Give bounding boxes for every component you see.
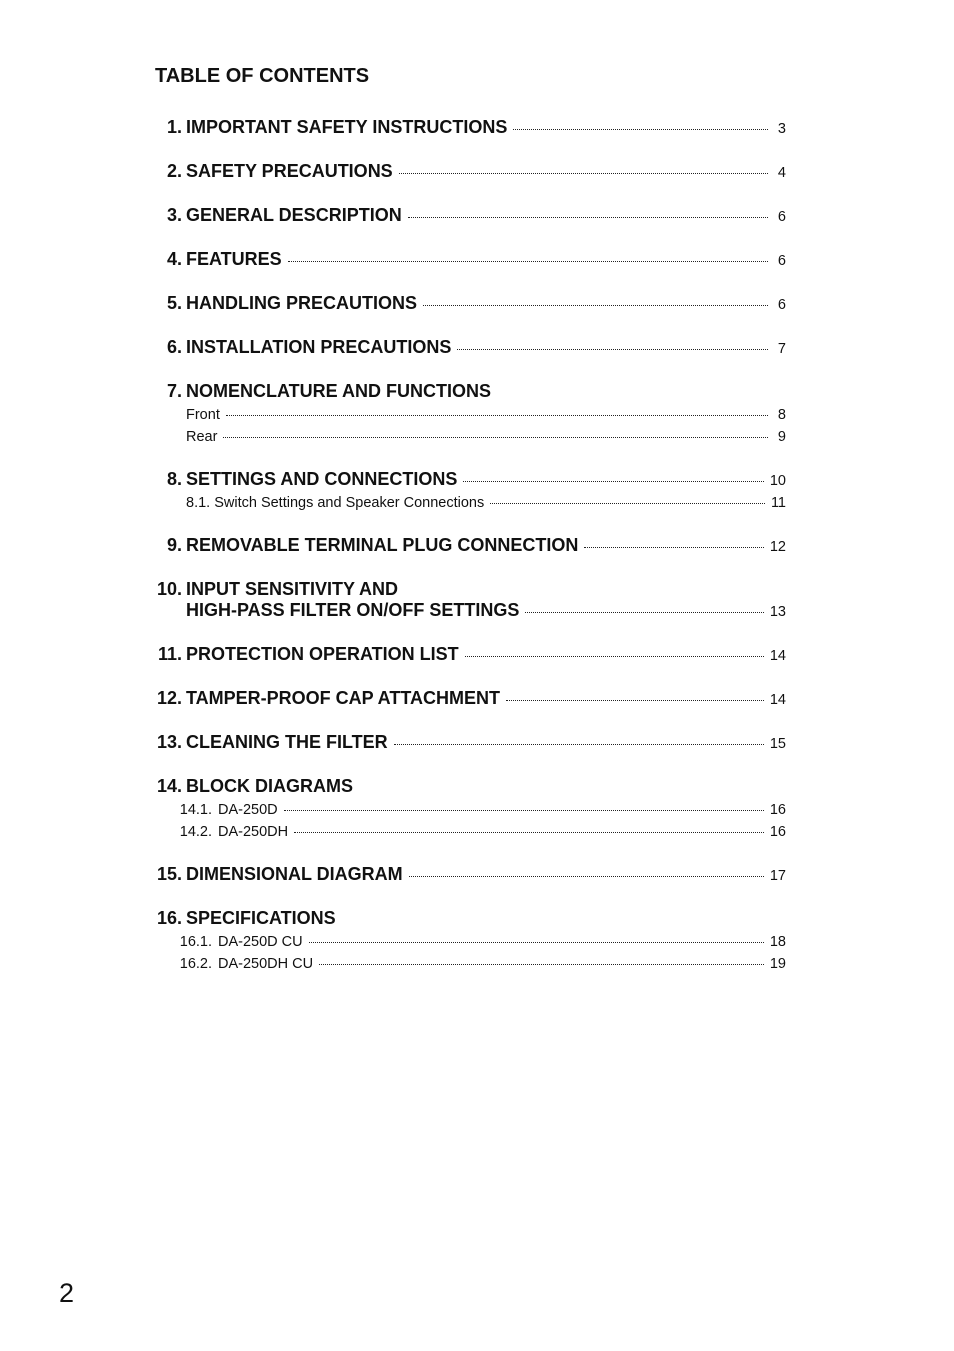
toc-entry-number: 7. [166,381,182,401]
toc-subentry[interactable] [179,824,786,844]
dot-leader [309,942,764,943]
toc-entry-number: 11. [157,644,182,664]
toc-subentry-page: 16 [769,824,786,840]
toc-entry-7[interactable] [166,381,786,405]
toc-entry-page: 14 [769,692,786,708]
toc-entry-label: CLEANING THE FILTER [186,732,388,752]
toc-entry-label: NOMENCLATURE AND FUNCTIONS [186,381,491,401]
toc-entry-page: 13 [769,604,786,620]
toc-entry-label: GENERAL DESCRIPTION [186,205,402,225]
toc-entry-number: 8. [166,469,182,489]
dot-leader [319,964,764,965]
dot-leader [288,261,768,262]
toc-subentry-number: 16.2. [179,956,212,972]
toc-entry-label: SETTINGS AND CONNECTIONS [186,469,458,489]
toc-subentry[interactable] [179,934,786,954]
toc-entry-number: 5. [166,293,182,313]
dot-leader [490,503,765,504]
dot-leader [423,305,768,306]
toc-entry-page: 7 [777,341,786,357]
toc-entry-8[interactable] [166,469,786,493]
toc-entry-page: 6 [777,297,786,313]
toc-entry-14[interactable] [156,776,786,800]
dot-leader [294,832,764,833]
toc-entry-6[interactable] [166,337,786,361]
dot-leader [399,173,768,174]
toc-entry-label: REMOVABLE TERMINAL PLUG CONNECTION [186,535,579,555]
toc-entry-number: 15. [156,864,182,884]
toc-entry-label: SPECIFICATIONS [186,908,336,928]
toc-entry-number: 9. [166,535,182,555]
toc-subentry-page: 11 [770,495,786,511]
toc-entry-number: 14. [156,776,182,796]
toc-entry-5[interactable] [166,293,786,317]
toc-entry-label: BLOCK DIAGRAMS [186,776,353,796]
toc-entry-label: INPUT SENSITIVITY AND [186,579,399,599]
toc-entry-page: 17 [769,868,786,884]
toc-subentry-number: 14.2. [179,824,212,840]
toc-entry-label: HIGH-PASS FILTER ON/OFF SETTINGS [186,600,520,620]
toc-entry-12[interactable] [156,688,786,712]
page-number: 2 [59,1278,75,1308]
toc-subentry[interactable] [179,802,786,822]
toc-subentry-number: 16.1. [179,934,212,950]
toc-entry-number: 12. [156,688,182,708]
toc-entry-number: 1. [166,117,182,137]
dot-leader [223,437,768,438]
toc-entry-label: SAFETY PRECAUTIONS [186,161,393,181]
toc-title: TABLE OF CONTENTS [155,65,370,87]
toc-entry-2[interactable] [166,161,786,185]
toc-entry-page: 15 [769,736,786,752]
toc-entry-page: 6 [777,253,786,269]
toc-subentry-page: 8 [777,407,786,423]
toc-entry-label: PROTECTION OPERATION LIST [186,644,459,664]
toc-subentry-label: DA-250DH CU [218,956,314,972]
toc-subentry[interactable] [186,429,786,449]
toc-subentry[interactable] [179,956,786,976]
toc-entry-15[interactable] [156,864,786,888]
toc-entry-page: 10 [769,473,786,489]
toc-subentry-label: Front [186,407,220,423]
dot-leader [525,612,764,613]
toc-entry-page: 3 [777,121,786,137]
toc-entry-label: DIMENSIONAL DIAGRAM [186,864,403,884]
toc-entry-number: 2. [166,161,182,181]
toc-entry-number: 16. [156,908,182,928]
toc-subentry-page: 18 [769,934,786,950]
toc-entry-number: 10. [156,579,182,599]
toc-subentry[interactable] [186,495,786,515]
toc-entry-label: FEATURES [186,249,282,269]
dot-leader [506,700,764,701]
toc-subentry-label: DA-250D CU [218,934,303,950]
toc-entry-page: 14 [769,648,786,664]
dot-leader [409,876,764,877]
toc-entry-number: 13. [156,732,182,752]
toc-entry-number: 3. [166,205,182,225]
toc-entry-1[interactable] [166,117,786,141]
toc-entry-11[interactable] [157,644,786,668]
toc-entry-label: HANDLING PRECAUTIONS [186,293,418,313]
dot-leader [457,349,768,350]
dot-leader [463,481,764,482]
dot-leader [226,415,768,416]
toc-subentry-label: DA-250D [218,802,278,818]
toc-entry-3[interactable] [166,205,786,229]
toc-entry-page: 4 [777,165,786,181]
toc-subentry-label: Rear [186,429,218,445]
dot-leader [284,810,764,811]
toc-subentry-page: 19 [769,956,786,972]
toc-entry-number: 6. [166,337,182,357]
dot-leader [408,217,768,218]
toc-subentry[interactable] [186,407,786,427]
toc-entry-9[interactable] [166,535,786,559]
dot-leader [584,547,764,548]
toc-entry-16[interactable] [156,908,786,932]
toc-entry-label: TAMPER-PROOF CAP ATTACHMENT [186,688,500,708]
toc-subentry-number: 14.1. [179,802,212,818]
toc-entry-13[interactable] [156,732,786,756]
dot-leader [465,656,764,657]
toc-subentry-page: 9 [777,429,786,445]
toc-entry-page: 6 [777,209,786,225]
toc-subentry-label: 8.1. Switch Settings and Speaker Connections [186,495,485,511]
toc-entry-10-continued[interactable] [186,600,786,624]
toc-entry-number: 4. [166,249,182,269]
toc-entry-label: IMPORTANT SAFETY INSTRUCTIONS [186,117,508,137]
toc-entry-page: 12 [769,539,786,555]
toc-entry-label: INSTALLATION PRECAUTIONS [186,337,452,357]
toc-entry-4[interactable] [166,249,786,273]
dot-leader [394,744,764,745]
toc-subentry-label: DA-250DH [218,824,289,840]
toc-subentry-page: 16 [769,802,786,818]
dot-leader [513,129,768,130]
